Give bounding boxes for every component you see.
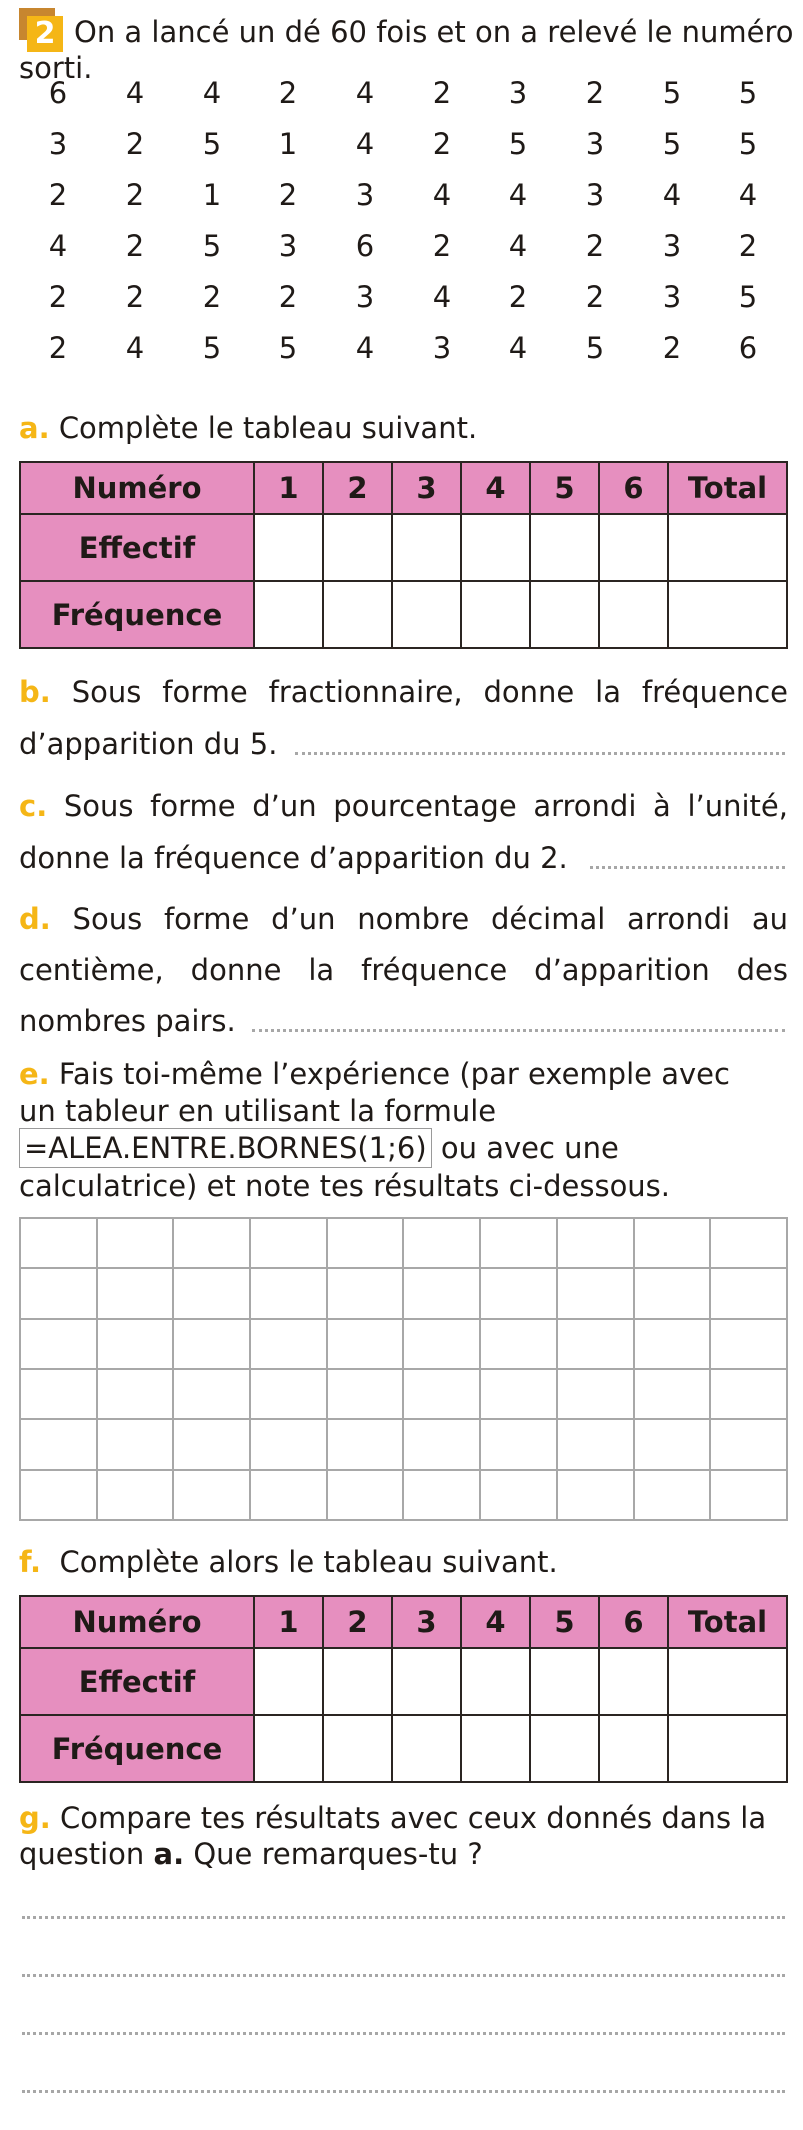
roll-value: 5 <box>278 331 298 365</box>
result-cell[interactable] <box>173 1369 250 1419</box>
roll-value: 5 <box>738 76 758 110</box>
roll-value: 3 <box>432 331 452 365</box>
result-cell[interactable] <box>250 1218 327 1268</box>
question-text: Fais toi-même l’expérience (par exemple avec <box>58 1057 730 1091</box>
roll-value: 3 <box>278 229 298 263</box>
table-row <box>20 514 787 581</box>
answer-cell[interactable] <box>530 1715 599 1782</box>
roll-value: 5 <box>202 127 222 161</box>
result-cell[interactable] <box>480 1369 557 1419</box>
question-e-line-1 <box>19 1054 730 1094</box>
roll-value: 3 <box>355 178 375 212</box>
result-cell[interactable] <box>327 1369 404 1419</box>
roll-value: 4 <box>508 229 528 263</box>
result-cell[interactable] <box>634 1419 711 1469</box>
answer-line-c[interactable] <box>590 866 785 869</box>
answer-cell[interactable] <box>323 1715 392 1782</box>
roll-value: 2 <box>278 76 298 110</box>
result-cell[interactable] <box>173 1470 250 1520</box>
answer-cell[interactable] <box>323 514 392 581</box>
result-cell[interactable] <box>173 1419 250 1469</box>
roll-value: 2 <box>738 229 758 263</box>
answer-line-b[interactable] <box>295 752 785 755</box>
table-header-row <box>20 1596 787 1648</box>
roll-value: 2 <box>585 76 605 110</box>
exercise-number-badge <box>19 8 63 52</box>
result-cell[interactable] <box>327 1319 404 1369</box>
result-cell[interactable] <box>20 1369 97 1419</box>
result-cell[interactable] <box>634 1218 711 1268</box>
row-label-frequence: Fréquence <box>20 1715 254 1782</box>
question-g-line-1 <box>19 1798 766 1838</box>
answer-cell[interactable] <box>668 514 787 581</box>
header-cell: 2 <box>323 462 392 514</box>
roll-value: 4 <box>662 178 682 212</box>
roll-value: 3 <box>508 76 528 110</box>
answer-cell[interactable] <box>599 514 668 581</box>
table-row <box>20 1715 787 1782</box>
row-label-effectif: Effectif <box>20 1648 254 1715</box>
question-letter: g. <box>19 1801 51 1835</box>
row-label-effectif: Effectif <box>20 514 254 581</box>
answer-cell[interactable] <box>323 581 392 648</box>
roll-value: 4 <box>355 331 375 365</box>
answer-cell[interactable] <box>599 1648 668 1715</box>
roll-value: 5 <box>202 331 222 365</box>
result-cell[interactable] <box>557 1369 634 1419</box>
result-cell[interactable] <box>634 1369 711 1419</box>
result-cell[interactable] <box>20 1419 97 1469</box>
header-cell: 6 <box>599 1596 668 1648</box>
answer-line-g[interactable] <box>22 1916 785 1919</box>
result-cell[interactable] <box>710 1319 787 1369</box>
roll-value: 4 <box>355 76 375 110</box>
result-cell[interactable] <box>327 1419 404 1469</box>
table-row <box>20 1648 787 1715</box>
answer-cell[interactable] <box>254 581 323 648</box>
roll-value: 5 <box>585 331 605 365</box>
roll-value: 5 <box>662 127 682 161</box>
result-cell[interactable] <box>403 1218 480 1268</box>
roll-value: 4 <box>202 76 222 110</box>
result-cell[interactable] <box>97 1319 174 1369</box>
header-cell: Total <box>668 1596 787 1648</box>
results-row <box>20 1218 787 1268</box>
question-text: ou avec une <box>440 1131 619 1165</box>
header-cell: Total <box>668 462 787 514</box>
roll-value: 2 <box>508 280 528 314</box>
header-cell: 4 <box>461 1596 530 1648</box>
answer-cell[interactable] <box>599 581 668 648</box>
results-grid <box>19 1217 788 1521</box>
question-text: Complète alors le tableau suivant. <box>59 1545 558 1579</box>
table-row <box>20 581 787 648</box>
roll-value: 2 <box>585 280 605 314</box>
roll-value: 2 <box>432 127 452 161</box>
result-cell[interactable] <box>480 1218 557 1268</box>
roll-value: 5 <box>738 280 758 314</box>
roll-value: 2 <box>432 76 452 110</box>
answer-cell[interactable] <box>254 514 323 581</box>
answer-cell[interactable] <box>461 1648 530 1715</box>
answer-cell[interactable] <box>392 581 461 648</box>
result-cell[interactable] <box>327 1268 404 1318</box>
results-row <box>20 1369 787 1419</box>
result-cell[interactable] <box>710 1268 787 1318</box>
result-cell[interactable] <box>20 1268 97 1318</box>
answer-cell[interactable] <box>392 514 461 581</box>
question-e-line-3 <box>19 1128 619 1168</box>
frequency-table-a <box>19 461 788 649</box>
result-cell[interactable] <box>97 1369 174 1419</box>
roll-value: 3 <box>662 229 682 263</box>
answer-cell[interactable] <box>461 514 530 581</box>
question-text: Sous forme d’un pourcentage arrondi à l’unité, <box>63 789 788 823</box>
answer-cell[interactable] <box>599 1715 668 1782</box>
question-d-line-1 <box>19 899 788 939</box>
question-letter: f. <box>19 1545 42 1579</box>
result-cell[interactable] <box>250 1268 327 1318</box>
answer-cell[interactable] <box>530 1648 599 1715</box>
roll-value: 3 <box>355 280 375 314</box>
roll-value: 4 <box>432 178 452 212</box>
answer-cell[interactable] <box>392 1715 461 1782</box>
result-cell[interactable] <box>173 1319 250 1369</box>
roll-value: 2 <box>48 280 68 314</box>
answer-line-g[interactable] <box>22 2032 785 2035</box>
result-cell[interactable] <box>250 1419 327 1469</box>
result-cell[interactable] <box>327 1470 404 1520</box>
roll-value: 5 <box>662 76 682 110</box>
roll-value: 3 <box>585 178 605 212</box>
answer-cell[interactable] <box>668 581 787 648</box>
result-cell[interactable] <box>710 1419 787 1469</box>
roll-value: 2 <box>202 280 222 314</box>
result-cell[interactable] <box>20 1218 97 1268</box>
question-letter: e. <box>19 1057 50 1091</box>
result-cell[interactable] <box>173 1268 250 1318</box>
roll-value: 4 <box>738 178 758 212</box>
question-g-line-2 <box>19 1834 483 1874</box>
roll-value: 2 <box>585 229 605 263</box>
question-letter: b. <box>19 675 51 709</box>
result-cell[interactable] <box>480 1268 557 1318</box>
exercise-number: 2 <box>27 16 63 52</box>
question-f <box>19 1542 558 1582</box>
roll-value: 3 <box>48 127 68 161</box>
question-ref: a. <box>153 1837 185 1871</box>
result-cell[interactable] <box>634 1470 711 1520</box>
header-cell: 6 <box>599 462 668 514</box>
result-cell[interactable] <box>250 1470 327 1520</box>
result-cell[interactable] <box>480 1470 557 1520</box>
result-cell[interactable] <box>557 1218 634 1268</box>
result-cell[interactable] <box>634 1319 711 1369</box>
result-cell[interactable] <box>327 1218 404 1268</box>
roll-value: 5 <box>508 127 528 161</box>
answer-line-g[interactable] <box>22 2090 785 2093</box>
answer-cell[interactable] <box>668 1715 787 1782</box>
roll-value: 1 <box>278 127 298 161</box>
question-text: Complète le tableau suivant. <box>58 411 478 445</box>
roll-value: 4 <box>125 76 145 110</box>
result-cell[interactable] <box>97 1470 174 1520</box>
intro-line-1: On a lancé un dé 60 fois et on a relevé le numéro <box>74 15 794 49</box>
question-text: Sous forme d’un nombre décimal arrondi au <box>72 902 788 936</box>
result-cell[interactable] <box>97 1268 174 1318</box>
roll-value: 3 <box>585 127 605 161</box>
header-cell: 2 <box>323 1596 392 1648</box>
question-text: Que remarques-tu ? <box>193 1837 483 1871</box>
question-c-line-1 <box>19 786 788 826</box>
roll-value: 4 <box>508 331 528 365</box>
question-b-line-2: d’apparition du 5. <box>19 727 278 761</box>
question-c-line-2: donne la fréquence d’apparition du 2. <box>19 841 568 875</box>
roll-value: 2 <box>278 280 298 314</box>
result-cell[interactable] <box>557 1470 634 1520</box>
roll-value: 1 <box>202 178 222 212</box>
answer-cell[interactable] <box>461 581 530 648</box>
result-cell[interactable] <box>250 1369 327 1419</box>
answer-line-g[interactable] <box>22 1974 785 1977</box>
roll-value: 6 <box>738 331 758 365</box>
roll-value: 2 <box>125 280 145 314</box>
result-cell[interactable] <box>557 1268 634 1318</box>
roll-value: 2 <box>125 127 145 161</box>
question-e-line-4: calculatrice) et note tes résultats ci-dessous. <box>19 1169 671 1203</box>
result-cell[interactable] <box>480 1319 557 1369</box>
result-cell[interactable] <box>403 1319 480 1369</box>
result-cell[interactable] <box>557 1319 634 1369</box>
spreadsheet-formula: =ALEA.ENTRE.BORNES(1;6) <box>19 1128 432 1168</box>
answer-cell[interactable] <box>323 1648 392 1715</box>
roll-value: 2 <box>432 229 452 263</box>
result-cell[interactable] <box>97 1218 174 1268</box>
answer-cell[interactable] <box>530 514 599 581</box>
roll-value: 4 <box>48 229 68 263</box>
result-cell[interactable] <box>403 1268 480 1318</box>
roll-value: 4 <box>355 127 375 161</box>
answer-cell[interactable] <box>254 1715 323 1782</box>
answer-cell[interactable] <box>668 1648 787 1715</box>
header-cell: Numéro <box>20 462 254 514</box>
roll-value: 2 <box>662 331 682 365</box>
results-row <box>20 1470 787 1520</box>
roll-value: 6 <box>355 229 375 263</box>
result-cell[interactable] <box>173 1218 250 1268</box>
header-cell: Numéro <box>20 1596 254 1648</box>
header-cell: 3 <box>392 462 461 514</box>
question-d-line-3: nombres pairs. <box>19 1004 236 1038</box>
header-cell: 5 <box>530 1596 599 1648</box>
question-text: Sous forme fractionnaire, donne la fréquence <box>71 675 789 709</box>
question-letter: a. <box>19 411 50 445</box>
result-cell[interactable] <box>20 1470 97 1520</box>
result-cell[interactable] <box>403 1419 480 1469</box>
roll-value: 3 <box>662 280 682 314</box>
result-cell[interactable] <box>403 1470 480 1520</box>
answer-cell[interactable] <box>392 1648 461 1715</box>
roll-value: 6 <box>48 76 68 110</box>
roll-value: 4 <box>125 331 145 365</box>
question-e-line-2: un tableur en utilisant la formule <box>19 1094 497 1128</box>
result-cell[interactable] <box>403 1369 480 1419</box>
result-cell[interactable] <box>557 1419 634 1469</box>
question-text: Compare tes résultats avec ceux donnés dans la <box>60 1801 767 1835</box>
result-cell[interactable] <box>634 1268 711 1318</box>
answer-cell[interactable] <box>530 581 599 648</box>
results-row <box>20 1268 787 1318</box>
question-b-line-1 <box>19 672 788 712</box>
answer-cell[interactable] <box>254 1648 323 1715</box>
roll-value: 5 <box>738 127 758 161</box>
header-cell: 3 <box>392 1596 461 1648</box>
roll-value: 2 <box>278 178 298 212</box>
answer-cell[interactable] <box>461 1715 530 1782</box>
roll-value: 5 <box>202 229 222 263</box>
roll-value: 4 <box>432 280 452 314</box>
roll-value: 2 <box>48 331 68 365</box>
header-cell: 5 <box>530 462 599 514</box>
answer-line-d[interactable] <box>252 1029 785 1032</box>
table-header-row <box>20 462 787 514</box>
result-cell[interactable] <box>480 1419 557 1469</box>
roll-value: 2 <box>125 229 145 263</box>
question-d-line-2: centième, donne la fréquence d’apparition des <box>19 953 788 987</box>
roll-value: 2 <box>125 178 145 212</box>
header-cell: 1 <box>254 462 323 514</box>
result-cell[interactable] <box>20 1319 97 1369</box>
result-cell[interactable] <box>710 1369 787 1419</box>
result-cell[interactable] <box>710 1218 787 1268</box>
result-cell[interactable] <box>710 1470 787 1520</box>
header-cell: 4 <box>461 462 530 514</box>
intro-line-2: sorti. <box>19 51 93 85</box>
roll-value: 4 <box>508 178 528 212</box>
result-cell[interactable] <box>250 1319 327 1369</box>
row-label-frequence: Fréquence <box>20 581 254 648</box>
question-letter: d. <box>19 902 51 936</box>
question-a <box>19 408 477 448</box>
question-text: question <box>19 1837 145 1871</box>
header-cell: 1 <box>254 1596 323 1648</box>
results-row <box>20 1319 787 1369</box>
question-letter: c. <box>19 789 48 823</box>
roll-value: 2 <box>48 178 68 212</box>
results-row <box>20 1419 787 1469</box>
result-cell[interactable] <box>97 1419 174 1469</box>
frequency-table-f <box>19 1595 788 1783</box>
